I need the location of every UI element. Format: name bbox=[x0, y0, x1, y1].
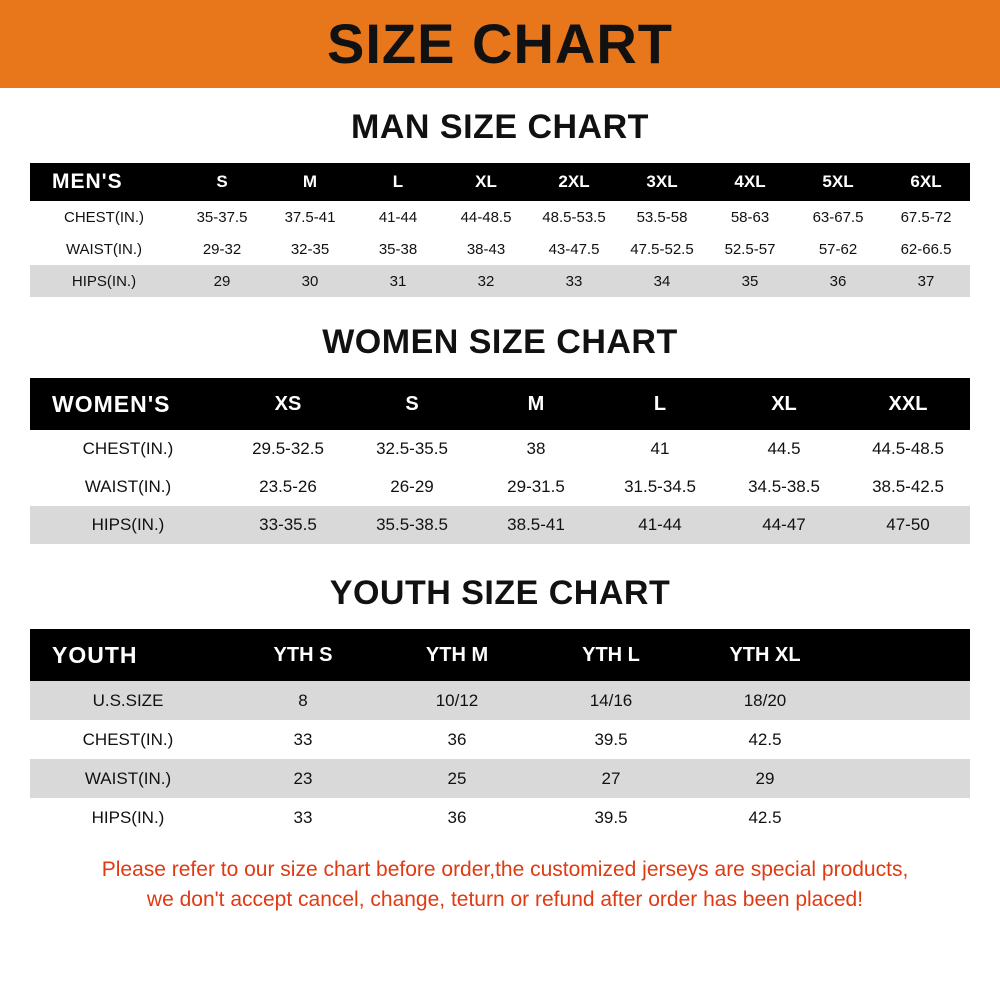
man-header-cell: 4XL bbox=[734, 172, 766, 191]
table-cell: 33-35.5 bbox=[259, 515, 317, 534]
table-row bbox=[30, 265, 970, 297]
table-cell: 29.5-32.5 bbox=[252, 439, 324, 458]
table-cell: 30 bbox=[301, 272, 319, 290]
women-table-header-row bbox=[30, 378, 970, 430]
table-cell: 38.5-42.5 bbox=[872, 477, 944, 496]
table-cell: 34.5-38.5 bbox=[748, 477, 820, 496]
man-table-header-row bbox=[30, 163, 970, 201]
table-cell: 43-47.5 bbox=[548, 240, 600, 258]
man-header-cell: 6XL bbox=[910, 172, 942, 191]
table-cell: 32.5-35.5 bbox=[376, 439, 448, 458]
table-cell: 29-32 bbox=[202, 240, 242, 258]
table-cell: 53.5-58 bbox=[636, 208, 688, 226]
women-header-cell: L bbox=[653, 392, 667, 415]
man-header-cell: M bbox=[302, 172, 318, 191]
women-header-cell: XS bbox=[274, 392, 302, 415]
table-cell: 58-63 bbox=[730, 208, 770, 226]
row-label: U.S.SIZE bbox=[92, 690, 164, 710]
table-cell: 44.5 bbox=[767, 439, 801, 458]
man-header-cell: 5XL bbox=[822, 172, 854, 191]
page-title: SIZE CHART bbox=[327, 12, 673, 75]
table-cell: 44.5-48.5 bbox=[872, 439, 944, 458]
table-cell-spacer bbox=[842, 759, 970, 798]
table-cell: 29 bbox=[213, 272, 231, 290]
row-label: HIPS(IN.) bbox=[91, 515, 165, 534]
table-cell: 33 bbox=[565, 272, 583, 290]
women-header-label: WOMEN'S bbox=[52, 390, 171, 417]
table-cell: 34 bbox=[653, 272, 671, 290]
table-cell-spacer bbox=[842, 681, 970, 720]
table-cell: 29 bbox=[755, 768, 775, 788]
table-cell: 31.5-34.5 bbox=[624, 477, 696, 496]
table-cell: 31 bbox=[389, 272, 407, 290]
youth-header-label: YOUTH bbox=[52, 641, 138, 668]
table-cell: 26-29 bbox=[390, 477, 434, 496]
header-band bbox=[0, 0, 1000, 88]
table-cell: 35-37.5 bbox=[196, 208, 248, 226]
table-cell: 32-35 bbox=[290, 240, 330, 258]
women-header-cell: M bbox=[527, 392, 545, 415]
table-cell: 44-48.5 bbox=[460, 208, 512, 226]
table-cell: 38 bbox=[526, 439, 546, 458]
table-cell: 33 bbox=[293, 729, 313, 749]
table-cell: 37 bbox=[917, 272, 935, 290]
table-cell: 32 bbox=[477, 272, 495, 290]
table-cell: 36 bbox=[447, 729, 467, 749]
row-label: CHEST(IN.) bbox=[82, 439, 174, 458]
table-cell: 44-47 bbox=[762, 515, 806, 534]
table-cell: 35 bbox=[741, 272, 759, 290]
table-cell: 62-66.5 bbox=[900, 240, 952, 258]
table-cell: 39.5 bbox=[594, 807, 628, 827]
table-row bbox=[30, 759, 970, 798]
table-cell: 36 bbox=[829, 272, 847, 290]
table-cell: 41-44 bbox=[378, 208, 418, 226]
row-label: HIPS(IN.) bbox=[71, 272, 137, 290]
table-cell-spacer bbox=[842, 720, 970, 759]
man-size-table bbox=[30, 163, 970, 297]
table-cell: 38.5-41 bbox=[507, 515, 565, 534]
row-label: WAIST(IN.) bbox=[65, 240, 143, 258]
youth-header-cell: YTH S bbox=[273, 643, 333, 666]
women-header-cell: XL bbox=[771, 392, 797, 415]
youth-size-table bbox=[30, 629, 970, 837]
table-cell: 38-43 bbox=[466, 240, 506, 258]
man-section-title: MAN SIZE CHART bbox=[351, 108, 649, 146]
row-label: HIPS(IN.) bbox=[91, 807, 165, 827]
table-cell: 57-62 bbox=[818, 240, 858, 258]
table-cell: 27 bbox=[601, 768, 621, 788]
table-cell: 63-67.5 bbox=[812, 208, 864, 226]
man-header-label: MEN'S bbox=[52, 170, 123, 193]
table-cell: 14/16 bbox=[589, 690, 633, 710]
table-cell: 36 bbox=[447, 807, 467, 827]
table-cell: 23 bbox=[293, 768, 313, 788]
table-cell: 41-44 bbox=[638, 515, 682, 534]
table-cell: 10/12 bbox=[435, 690, 479, 710]
table-cell: 42.5 bbox=[748, 729, 782, 749]
women-header-cell: XXL bbox=[888, 392, 928, 415]
table-row bbox=[30, 233, 970, 265]
table-row bbox=[30, 201, 970, 233]
youth-header-cell: YTH L bbox=[582, 643, 640, 666]
women-size-table bbox=[30, 378, 970, 544]
youth-header-cell: YTH M bbox=[425, 643, 489, 666]
table-row bbox=[30, 506, 970, 544]
footer-note-line-2: we don't accept cancel, change, teturn or refund after order has been placed! bbox=[146, 888, 864, 912]
row-label: WAIST(IN.) bbox=[84, 768, 172, 788]
table-cell: 8 bbox=[298, 690, 308, 710]
table-cell: 25 bbox=[447, 768, 467, 788]
table-cell: 23.5-26 bbox=[259, 477, 317, 496]
table-cell: 37.5-41 bbox=[284, 208, 336, 226]
row-label: CHEST(IN.) bbox=[64, 208, 144, 226]
table-cell: 41 bbox=[650, 439, 670, 458]
table-cell: 48.5-53.5 bbox=[542, 208, 606, 226]
table-cell: 42.5 bbox=[748, 807, 782, 827]
table-cell: 18/20 bbox=[743, 690, 787, 710]
table-row bbox=[30, 468, 970, 506]
man-header-cell: 2XL bbox=[558, 172, 590, 191]
content-area bbox=[0, 88, 1000, 1000]
table-row bbox=[30, 798, 970, 837]
table-row bbox=[30, 430, 970, 468]
man-header-cell: S bbox=[216, 172, 228, 191]
row-label: CHEST(IN.) bbox=[82, 729, 174, 749]
table-cell: 39.5 bbox=[594, 729, 628, 749]
table-cell: 33 bbox=[293, 807, 313, 827]
table-cell: 29-31.5 bbox=[507, 477, 565, 496]
youth-table-header-row bbox=[30, 629, 970, 681]
footer-note bbox=[30, 855, 980, 916]
table-cell: 35.5-38.5 bbox=[376, 515, 448, 534]
table-cell: 67.5-72 bbox=[900, 208, 952, 226]
youth-header-spacer bbox=[842, 629, 970, 681]
man-header-cell: 3XL bbox=[646, 172, 678, 191]
youth-section-title: YOUTH SIZE CHART bbox=[329, 574, 671, 612]
table-cell: 47.5-52.5 bbox=[630, 240, 694, 258]
footer-note-line-1: Please refer to our size chart before order,the customized jerseys are special products, bbox=[101, 858, 909, 881]
row-label: WAIST(IN.) bbox=[84, 477, 172, 496]
table-cell: 35-38 bbox=[378, 240, 418, 258]
man-header-cell: XL bbox=[475, 172, 497, 191]
women-section-title: WOMEN SIZE CHART bbox=[322, 323, 678, 361]
table-cell: 52.5-57 bbox=[724, 240, 776, 258]
table-cell: 47-50 bbox=[886, 515, 930, 534]
table-cell-spacer bbox=[842, 798, 970, 837]
table-row bbox=[30, 681, 970, 720]
women-header-cell: S bbox=[405, 392, 419, 415]
table-row bbox=[30, 720, 970, 759]
youth-header-cell: YTH XL bbox=[729, 643, 801, 666]
man-header-cell: L bbox=[392, 172, 404, 191]
